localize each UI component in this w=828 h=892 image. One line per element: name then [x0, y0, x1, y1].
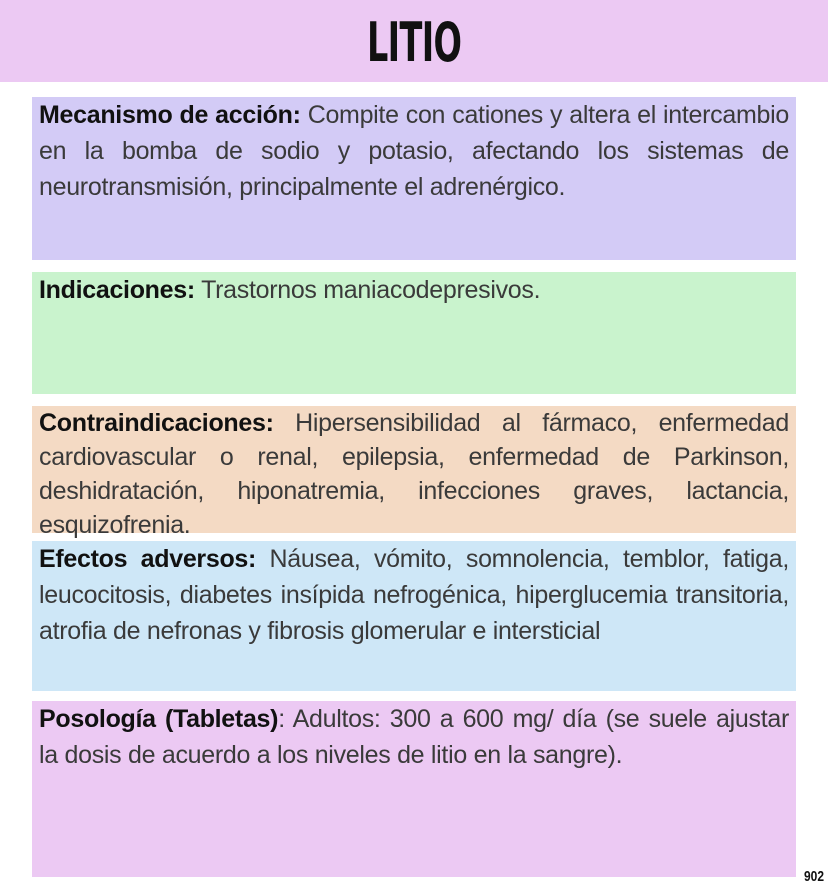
efectos-text: Náusea, vómito, somnolencia, temblor, fatiga, leucocitosis, diabetes insípida nefrogénica, hiperglucemia transitoria, atrofia de nefronas y fibrosis glomerular e intersticial — [39, 545, 789, 645]
title-banner — [0, 0, 828, 82]
indicaciones-text: Trastornos maniacodepresivos. — [201, 276, 541, 304]
page-number: 902 — [803, 868, 824, 885]
section-posologia — [32, 701, 796, 877]
posologia-text: : Adultos: 300 a 600 mg/ día (se suele ajustar la dosis de acuerdo a los niveles de litio en la sangre). — [39, 705, 789, 769]
section-efectos-adversos — [32, 541, 796, 691]
posologia-label: Posología (Tabletas) — [39, 705, 279, 733]
mecanismo-label: Mecanismo de acción: — [39, 101, 301, 129]
section-contraindicaciones — [32, 406, 796, 539]
indicaciones-label: Indicaciones: — [39, 276, 195, 304]
contraindicaciones-text: Hipersensibilidad al fármaco, enfermedad cardiovascular o renal, epilepsia, enfermedad de Parkinson, deshidratación, hiponatremia, infecciones graves, lactancia, esquizofrenia. — [39, 409, 789, 539]
mecanismo-text: Compite con cationes y altera el intercambio en la bomba de sodio y potasio, afectando los sistemas de neurotransmisión, principalmente el adrenérgico. — [39, 101, 789, 201]
section-mecanismo — [32, 97, 796, 260]
section-indicaciones — [32, 272, 796, 394]
efectos-label: Efectos adversos: — [39, 545, 257, 573]
page-title: LITIO — [366, 11, 462, 74]
contraindicaciones-label: Contraindicaciones: — [39, 409, 274, 437]
